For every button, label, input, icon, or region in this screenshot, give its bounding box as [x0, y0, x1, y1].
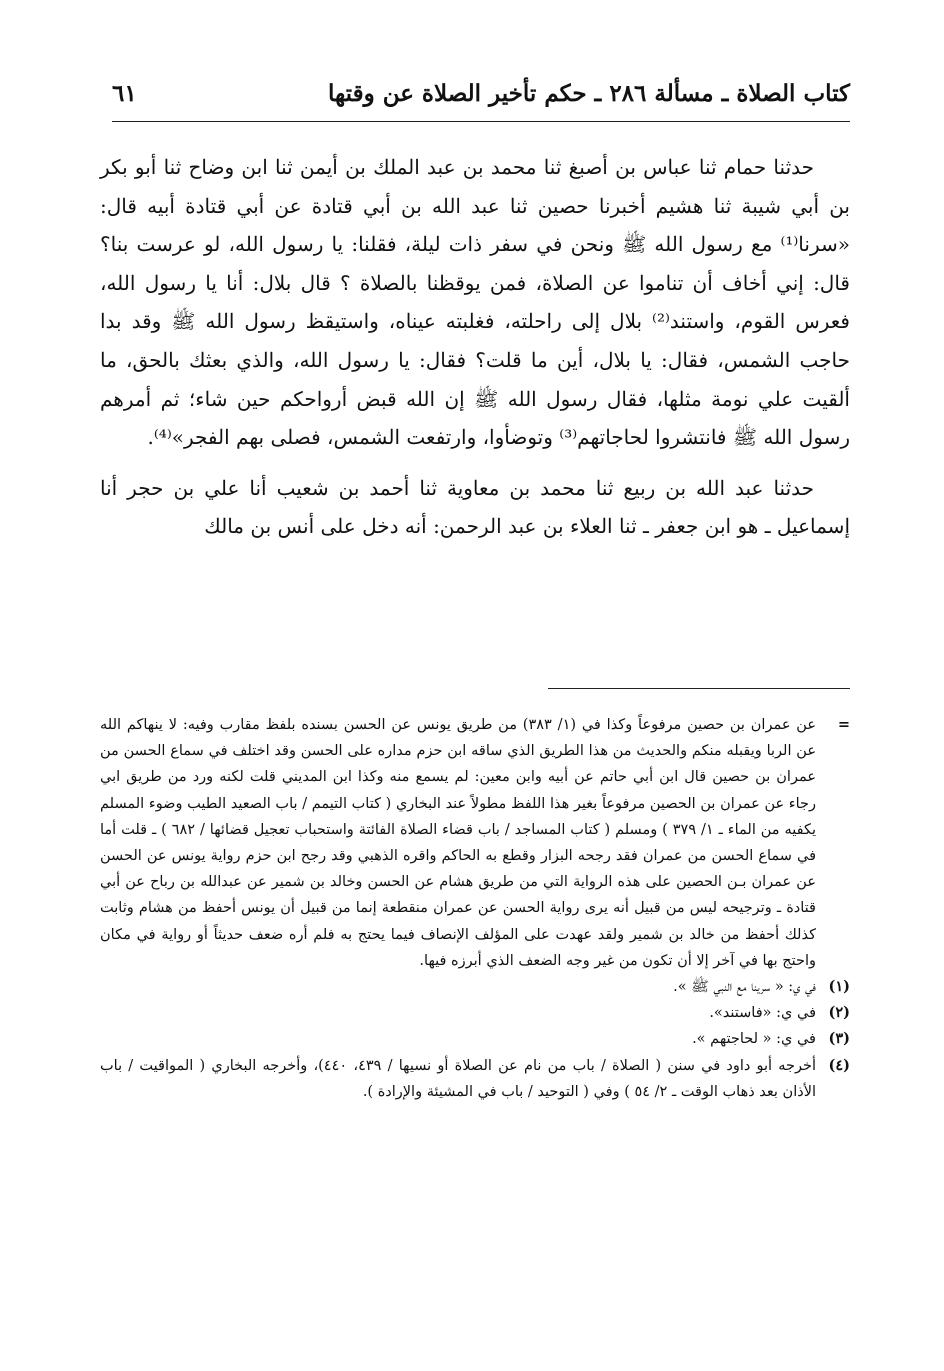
- footnote-4: [100, 1053, 850, 1105]
- main-paragraph: حدثنا عبد الله بن ربيع ثنا محمد بن معاوية ثنا أحمد بن شعيب أنا علي بن حجر أنا إسماعيل ـ هو ابن جعفر ـ ثنا العلاء بن عبد الرحمن: أنه دخل على أنس بن مالك: [100, 475, 850, 539]
- page-number: ٦١: [112, 80, 137, 107]
- footnote-marker: (٣): [828, 1030, 850, 1048]
- footnote-text: في ي: « سرينا مع النبي ﷺ ».: [673, 979, 816, 996]
- continuation-marker: =: [837, 716, 850, 733]
- footnote-continuation: [100, 712, 850, 974]
- footnote-marker: (٤): [828, 1056, 851, 1074]
- main-text: [100, 148, 850, 546]
- footnote-text: في ي: «فاستند».: [709, 1005, 816, 1022]
- running-header: [112, 76, 850, 116]
- footnote-marker: (١): [828, 978, 850, 996]
- footnote-continuation-text: عن عمران بن حصين مرفوعاً وكذا في (١/ ٣٨٣) من طريق يونس عن الحسن بسنده بلفظ مقارب وفيه: لا ينهاكم الله عن الربا ويقبله منكم والحديث من هذا الطريق الذي ساقه ابن حزم مداره على الحسن وقد اختلف في سماع الحسن من عمران بن حصين قال ابن أبي حاتم عن أبيه وابن معين: لم يسمع منه وكذا ابن المديني قلت لكنه ورد من طريق ابي رجاء عن عمران بن الحصين مرفوعاً بغير هذا اللفظ مطولاً عند البخاري ( كتاب التيمم / باب الصعيد الطيب وضوء المسلم يكفيه من الماء ـ ١/ ٣٧٩ ) ومسلم ( كتاب المساجد / باب قضاء الصلاة الفائتة واستحباب تعجيل قضائها / ٦٨٢ ) ـ قلت أما في سماع الحسن من عمران فقد رجحه البزار وقطع به الحاكم واقره الذهبي وقد رجح ابن حزم رواية يونس عن الحسن عن عمران بـن الحصين على هذه الرواية التي من طريق هشام عن الحسن وخالد بن شمير عن عبدالله بن رباح عن أبي قتادة ـ وترجيحه ليس من قبيل أنه يرى رواية الحسن عن عمران منقطعة إنما من قبيل أن يونس أحفظ من هشام وثابت كذلك أحفظ من خالد بن شمير ولقد عهدت على المؤلف الإنصاف فيما يحتج به فلم أره ضعف حديثاً أو رواية في مكان واحتج بها في آخر إلا أن تكون من غير وجه الضعف الذي أبرزه فيها.: [100, 717, 816, 969]
- footnote-3: [100, 1026, 850, 1052]
- footnote-1: [100, 974, 850, 1000]
- footnotes: [100, 712, 850, 1105]
- footnote-text: أخرجه أبو داود في سنن ( الصلاة / باب من نام عن الصلاة أو نسيها / ٤٣٩، ٤٤٠)، وأخرجه البخاري ( المواقيت / باب الأذان بعد ذهاب الوقت ـ ٢/ ٥٤ ) وفي ( التوحيد / باب في المشيئة والإرادة ).: [100, 1057, 817, 1100]
- footnote-text: في ي: « لحاجتهم ».: [692, 1031, 816, 1048]
- header-rule: [112, 121, 850, 122]
- header-title: كتاب الصلاة ـ مسألة ٢٨٦ ـ حكم تأخير الصلاة عن وقتها: [328, 80, 850, 107]
- footnote-separator: [548, 688, 850, 689]
- footnote-marker: (٢): [828, 1004, 850, 1022]
- main-paragraph: حدثنا حمام ثنا عباس بن أصبغ ثنا محمد بن عبد الملك بن أيمن ثنا ابن وضاح ثنا أبو بكر بن أبي شيبة ثنا هشيم أخبرنا حصين ثنا عبد الله بن أبي قتادة عن أبي قتادة أبيه قال: «سرنا⁽¹⁾ مع رسول الله ﷺ ونحن في سفر ذات ليلة، فقلنا: يا رسول الله، لو عرست بنا؟ قال: إني أخاف أن تناموا عن الصلاة، فمن يوقظنا بالصلاة ؟ قال بلال: أنا يا رسول الله، فعرس القوم، واستند⁽²⁾ بلال إلى راحلته، فغلبته عيناه، واستيقظ رسول الله ﷺ وقد بدا حاجب الشمس، فقال: يا بلال، أين ما قلت؟ فقال: يا رسول الله، والذي بعثك بالحق، ما ألقيت علي نومة مثلها، فقال رسول الله ﷺ إن الله قبض أرواحكم حين شاء؛ ثم أمرهم رسول الله ﷺ فانتشروا لحاجاتهم⁽³⁾ وتوضأوا، وارتفعت الشمس، فصلى بهم الفجر»⁽⁴⁾.: [100, 155, 850, 450]
- footnote-2: [100, 1000, 850, 1026]
